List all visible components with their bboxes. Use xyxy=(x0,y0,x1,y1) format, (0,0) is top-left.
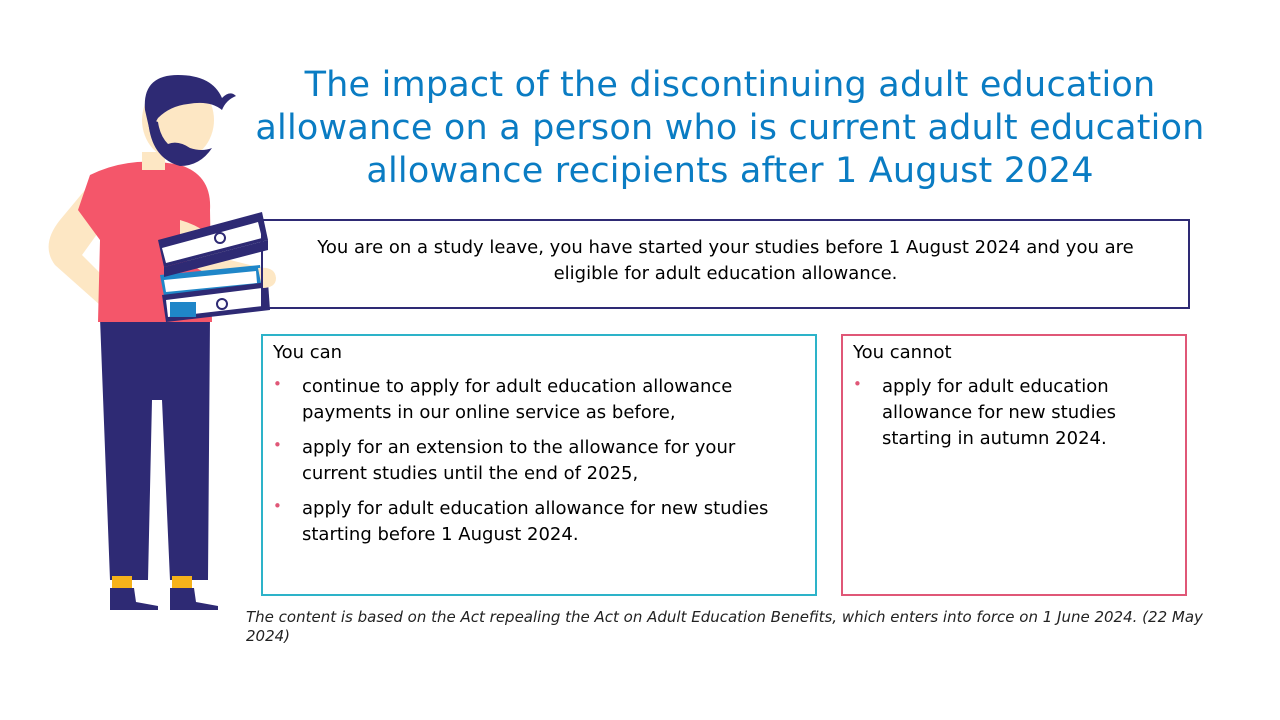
bullet-dot-icon: • xyxy=(273,436,282,454)
you-cannot-heading: You cannot xyxy=(853,342,952,363)
list-item-text: continue to apply for adult education allowance payments in our online service as before, xyxy=(302,376,733,423)
you-can-list xyxy=(273,374,805,548)
bullet-dot-icon: • xyxy=(853,375,862,393)
list-item xyxy=(273,435,805,487)
you-can-heading: You can xyxy=(273,342,343,363)
list-item xyxy=(853,374,1175,452)
intro-box xyxy=(261,219,1190,309)
list-item xyxy=(273,496,805,548)
list-item-text: apply for adult education allowance for new studies starting in autumn 2024. xyxy=(882,376,1117,449)
you-cannot-list xyxy=(853,374,1175,452)
list-item xyxy=(273,374,805,426)
slide-title: The impact of the discontinuing adult education allowance on a person who is current adult education allowance recipients after 1 August 2024 xyxy=(255,65,1205,191)
bullet-dot-icon: • xyxy=(273,375,282,393)
list-item-text: apply for an extension to the allowance for your current studies until the end of 2025, xyxy=(302,437,736,484)
intro-text: You are on a study leave, you have started your studies before 1 August 2024 and you are eligible for adult education allowance. xyxy=(317,237,1134,284)
footnote: The content is based on the Act repealing the Act on Adult Education Benefits, which enters into force on 1 June 2024. (22 May 2024) xyxy=(246,608,1203,645)
you-can-box xyxy=(261,334,817,596)
you-cannot-box xyxy=(841,334,1187,596)
bullet-dot-icon: • xyxy=(273,497,282,515)
list-item-text: apply for adult education allowance for new studies starting before 1 August 2024. xyxy=(302,498,769,545)
